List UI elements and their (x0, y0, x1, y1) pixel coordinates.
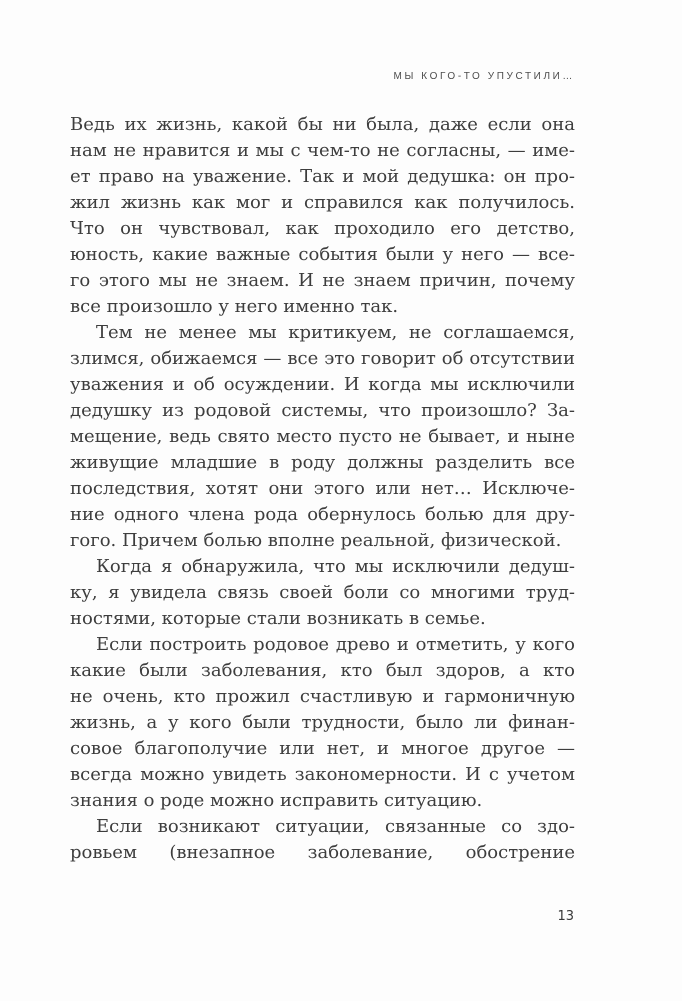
text-line: Если построить родовое древо и отметить, у кого (96, 634, 575, 655)
text-line: го этого мы не знаем. И не знаем причин, почему (70, 270, 575, 291)
text-line: знания о роде можно исправить ситуацию. (70, 790, 483, 811)
text-line: юность, какие важные события были у него — все- (70, 244, 575, 265)
text-line: ностями, которые стали возникать в семье. (70, 608, 486, 629)
text-line: какие были заболевания, кто был здоров, а кто (70, 660, 575, 681)
text-line: не очень, кто прожил счастливую и гармоничную (70, 686, 575, 707)
text-line: Когда я обнаружила, что мы исключили дедуш- (96, 556, 575, 577)
text-line: ровьем (внезапное заболевание, обострение (70, 842, 575, 863)
text-line: ет право на уважение. Так и мой дедушка: он про- (70, 166, 575, 187)
text-line: Ведь их жизнь, какой бы ни была, даже если она (70, 114, 575, 135)
body-text (70, 112, 575, 866)
text-line: все произошло у него именно так. (70, 296, 399, 317)
text-line: жил жизнь как мог и справился как получилось. (70, 192, 575, 213)
running-header: МЫ КОГО-ТО УПУСТИЛИ… (393, 71, 575, 82)
text-line: дедушку из родовой системы, что произошло? За- (70, 400, 575, 421)
text-line: Если возникают ситуации, связанные со здо- (96, 816, 575, 837)
text-line: уважения и об осуждении. И когда мы исключили (70, 374, 575, 395)
text-line: злимся, обижаемся — все это говорит об отсутствии (70, 348, 575, 369)
text-line: совое благополучие или нет, и многое другое — (70, 738, 575, 759)
page-number: 13 (557, 909, 574, 924)
text-line: гого. Причем болью вполне реальной, физической. (70, 530, 562, 551)
text-line: Тем не менее мы критикуем, не соглашаемся, (96, 322, 575, 343)
text-line: ние одного члена рода обернулось болью для дру- (70, 504, 575, 525)
text-line: Что он чувствовал, как проходило его детство, (70, 218, 575, 239)
text-line: живущие младшие в роду должны разделить все (70, 452, 575, 473)
text-line: мещение, ведь свято место пусто не бывает, и ныне (70, 426, 575, 447)
text-line: жизнь, а у кого были трудности, было ли финан- (70, 712, 575, 733)
text-line: последствия, хотят они этого или нет… Исключе- (70, 478, 575, 499)
text-line: ку, я увидела связь своей боли со многими труд- (70, 582, 575, 603)
text-line: нам не нравится и мы с чем-то не согласны, — име- (70, 140, 575, 161)
text-line: всегда можно увидеть закономерности. И с учетом (70, 764, 575, 785)
